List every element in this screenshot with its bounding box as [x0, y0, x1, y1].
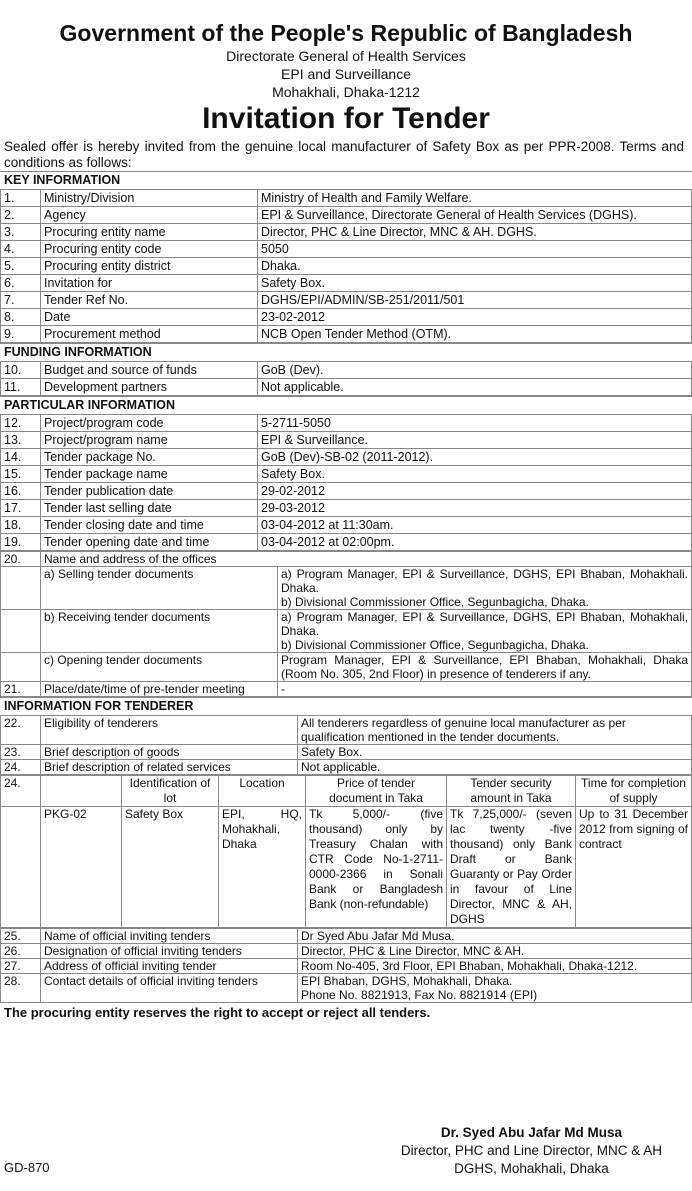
table-row: [1, 500, 692, 517]
row-number: 5.: [1, 258, 41, 275]
row-value: Not applicable.: [258, 379, 692, 396]
row-label: Tender last selling date: [41, 500, 258, 517]
row-number: 24.: [1, 776, 41, 807]
funding-info-table: [0, 361, 692, 396]
intro-text: Sealed offer is hereby invited from the genuine local manufacturer of Safety Box as per PPR-2008. Terms and conditions as follows:: [4, 139, 684, 170]
section-funding: FUNDING INFORMATION: [0, 343, 692, 361]
department: EPI and Surveillance: [281, 66, 411, 82]
row-number: 22.: [1, 716, 41, 745]
row-value: 29-03-2012: [258, 500, 692, 517]
row-number: 25.: [1, 929, 41, 944]
row-value: 5050: [258, 241, 692, 258]
directorate: Directorate General of Health Services: [226, 48, 466, 64]
table-row: [1, 292, 692, 309]
row-number: 23.: [1, 745, 41, 760]
table-row: [1, 534, 692, 551]
table-row: [1, 517, 692, 534]
reserve-note: The procuring entity reserves the right to accept or reject all tenders.: [4, 1005, 431, 1020]
table-row: [1, 432, 692, 449]
row-value: Program Manager, EPI & Surveillance, EPI Bhaban, Mohakhali, Dhaka (Room No. 305, 2nd Floor) in presence of tenderers if any.: [278, 653, 692, 682]
contact-line: EPI Bhaban, DGHS, Mohakhali, Dhaka.: [301, 974, 513, 988]
row-value: -: [278, 682, 692, 697]
row-number: 1.: [1, 190, 41, 207]
row-number: 20.: [1, 552, 41, 567]
column-header: Location: [219, 776, 306, 807]
row-label: Budget and source of funds: [41, 362, 258, 379]
row-value: [298, 974, 692, 1003]
row-number: 26.: [1, 944, 41, 959]
row-label: Tender package No.: [41, 449, 258, 466]
row-label: Eligibility of tenderers: [41, 716, 298, 745]
row-value: 29-02-2012: [258, 483, 692, 500]
row-number: 10.: [1, 362, 41, 379]
section-tenderer: INFORMATION FOR TENDERER: [0, 697, 692, 715]
official-table: [0, 928, 692, 1003]
particular-info-table: [0, 414, 692, 551]
row-value: Dhaka.: [258, 258, 692, 275]
row-value: DGHS/EPI/ADMIN/SB-251/2011/501: [258, 292, 692, 309]
row-number: 18.: [1, 517, 41, 534]
row-label: Date: [41, 309, 258, 326]
row-label: Project/program code: [41, 415, 258, 432]
ad-code: GD-870: [4, 1160, 50, 1175]
header: [0, 20, 692, 137]
table-row: [1, 552, 692, 567]
row-number: 27.: [1, 959, 41, 974]
row-value: Director, PHC & Line Director, MNC & AH.: [298, 944, 692, 959]
row-label: Tender publication date: [41, 483, 258, 500]
section-particular: PARTICULAR INFORMATION: [0, 396, 692, 414]
row-label: Procuring entity district: [41, 258, 258, 275]
row-label: Address of official inviting tender: [41, 959, 298, 974]
row-label: Name and address of the offices: [41, 552, 692, 567]
row-value: Director, PHC & Line Director, MNC & AH. DGHS.: [258, 224, 692, 241]
row-value: Ministry of Health and Family Welfare.: [258, 190, 692, 207]
key-info-table: [0, 189, 692, 343]
table-row: [1, 449, 692, 466]
row-value: 23-02-2012: [258, 309, 692, 326]
row-value: 03-04-2012 at 11:30am.: [258, 517, 692, 534]
signatory-org: DGHS, Mohakhali, Dhaka: [454, 1161, 609, 1176]
row-label: Brief description of goods: [41, 745, 298, 760]
row-number: 21.: [1, 682, 41, 697]
row-value: Safety Box.: [298, 745, 692, 760]
table-row: [1, 610, 692, 653]
office-address: Mohakhali, Dhaka-1212: [272, 84, 420, 100]
row-number: 8.: [1, 309, 41, 326]
row-value: [278, 567, 692, 610]
row-label: Brief description of related services: [41, 760, 298, 775]
row-label: Procurement method: [41, 326, 258, 343]
cell-lot: Safety Box: [122, 807, 219, 928]
row-label: Procuring entity code: [41, 241, 258, 258]
row-label: c) Opening tender documents: [41, 653, 278, 682]
table-row: [1, 258, 692, 275]
column-header: Time for completion of supply: [576, 776, 692, 807]
table-row: [1, 807, 692, 928]
row-label: Tender Ref No.: [41, 292, 258, 309]
row-number: 19.: [1, 534, 41, 551]
table-row: [1, 415, 692, 432]
row-label: Designation of official inviting tenders: [41, 944, 298, 959]
cell-location: EPI, HQ, Mohakhali, Dhaka: [219, 807, 306, 928]
row-value: Safety Box.: [258, 275, 692, 292]
row-value: All tenderers regardless of genuine local manufacturer as per qualification mentioned in the tender documents.: [298, 716, 692, 745]
row-label: b) Receiving tender documents: [41, 610, 278, 653]
cell-price: Tk 5,000/- (five thousand) only by Treasury Chalan with CTR Code No-1-2711-0000-2366 in Sonali Bank or Bangladesh Bank (non-refundable): [306, 807, 447, 928]
row-label: Agency: [41, 207, 258, 224]
row-value: [278, 610, 692, 653]
table-row: [1, 466, 692, 483]
notice-title: Invitation for Tender: [202, 102, 490, 135]
offices-table: [0, 551, 692, 697]
row-number: 13.: [1, 432, 41, 449]
cell-package: PKG-02: [41, 807, 122, 928]
row-label: Contact details of official inviting tenders: [41, 974, 298, 1003]
table-row: [1, 944, 692, 959]
row-value: EPI & Surveillance.: [258, 432, 692, 449]
row-label: Place/date/time of pre-tender meeting: [41, 682, 278, 697]
row-number: 3.: [1, 224, 41, 241]
row-number: 9.: [1, 326, 41, 343]
table-row: [1, 760, 692, 775]
row-number: 2.: [1, 207, 41, 224]
row-number: 14.: [1, 449, 41, 466]
office-line: b) Divisional Commissioner Office, Segunbagicha, Dhaka.: [281, 595, 589, 609]
signatory-name: Dr. Syed Abu Jafar Md Musa: [440, 1125, 622, 1140]
table-row: [1, 362, 692, 379]
table-row: [1, 567, 692, 610]
table-row: [1, 974, 692, 1003]
row-value: EPI & Surveillance, Directorate General of Health Services (DGHS).: [258, 207, 692, 224]
table-row: [1, 275, 692, 292]
row-label: a) Selling tender documents: [41, 567, 278, 610]
table-row: [1, 682, 692, 697]
table-row: [1, 959, 692, 974]
column-header: Price of tender document in Taka: [306, 776, 447, 807]
table-row: [1, 190, 692, 207]
cell-time: Up to 31 December 2012 from signing of contract: [576, 807, 692, 928]
row-value: NCB Open Tender Method (OTM).: [258, 326, 692, 343]
office-line: a) Program Manager, EPI & Surveillance, DGHS, EPI Bhaban, Mohakhali, Dhaka.: [281, 610, 688, 638]
table-row: [1, 241, 692, 258]
contact-line: Phone No. 8821913, Fax No. 8821914 (EPI): [301, 988, 538, 1002]
table-row: [1, 326, 692, 343]
row-value: Dr Syed Abu Jafar Md Musa.: [298, 929, 692, 944]
tenderer-info-table: [0, 715, 692, 775]
row-label: Procuring entity name: [41, 224, 258, 241]
row-value: Not applicable.: [298, 760, 692, 775]
row-value: Safety Box.: [258, 466, 692, 483]
table-row: [1, 483, 692, 500]
row-label: Tender closing date and time: [41, 517, 258, 534]
table-row: [1, 716, 692, 745]
signature-block: [401, 1124, 662, 1178]
table-row: [1, 776, 692, 807]
row-value: 03-04-2012 at 02:00pm.: [258, 534, 692, 551]
row-label: Invitation for: [41, 275, 258, 292]
section-key: KEY INFORMATION: [0, 171, 692, 189]
row-number: 7.: [1, 292, 41, 309]
table-row: [1, 929, 692, 944]
row-number: 16.: [1, 483, 41, 500]
column-header: Identification of lot: [122, 776, 219, 807]
office-line: b) Divisional Commissioner Office, Segunbagicha, Dhaka.: [281, 638, 589, 652]
row-number: 11.: [1, 379, 41, 396]
row-value: GoB (Dev).: [258, 362, 692, 379]
row-number: 4.: [1, 241, 41, 258]
table-row: [1, 207, 692, 224]
row-number: 28.: [1, 974, 41, 1003]
row-label: Project/program name: [41, 432, 258, 449]
row-label: Tender package name: [41, 466, 258, 483]
signatory-title: Director, PHC and Line Director, MNC & AH: [400, 1143, 662, 1158]
table-row: [1, 653, 692, 682]
row-label: Ministry/Division: [41, 190, 258, 207]
table-row: [1, 309, 692, 326]
row-number: 17.: [1, 500, 41, 517]
govt-title: Government of the People's Republic of Bangladesh: [59, 20, 633, 46]
table-row: [1, 745, 692, 760]
row-number: 12.: [1, 415, 41, 432]
row-label: Development partners: [41, 379, 258, 396]
office-line: a) Program Manager, EPI & Surveillance, DGHS, EPI Bhaban, Mohakhali. Dhaka.: [281, 567, 688, 595]
table-row: [1, 224, 692, 241]
row-number: 15.: [1, 466, 41, 483]
row-value: 5-2711-5050: [258, 415, 692, 432]
row-value: GoB (Dev)-SB-02 (2011-2012).: [258, 449, 692, 466]
row-value: Room No-405, 3rd Floor, EPI Bhaban, Mohakhali, Dhaka-1212.: [298, 959, 692, 974]
row-label: Tender opening date and time: [41, 534, 258, 551]
row-number: 24.: [1, 760, 41, 775]
table-row: [1, 379, 692, 396]
column-header: Tender security amount in Taka: [447, 776, 576, 807]
row-label: Name of official inviting tenders: [41, 929, 298, 944]
lot-table: [0, 775, 692, 928]
cell-security: Tk 7,25,000/- (seven lac twenty -five thousand) only Bank Draft or Bank Guaranty or Pay Order in favour of Line Director, MNC & AH, DGHS: [447, 807, 576, 928]
row-number: 6.: [1, 275, 41, 292]
